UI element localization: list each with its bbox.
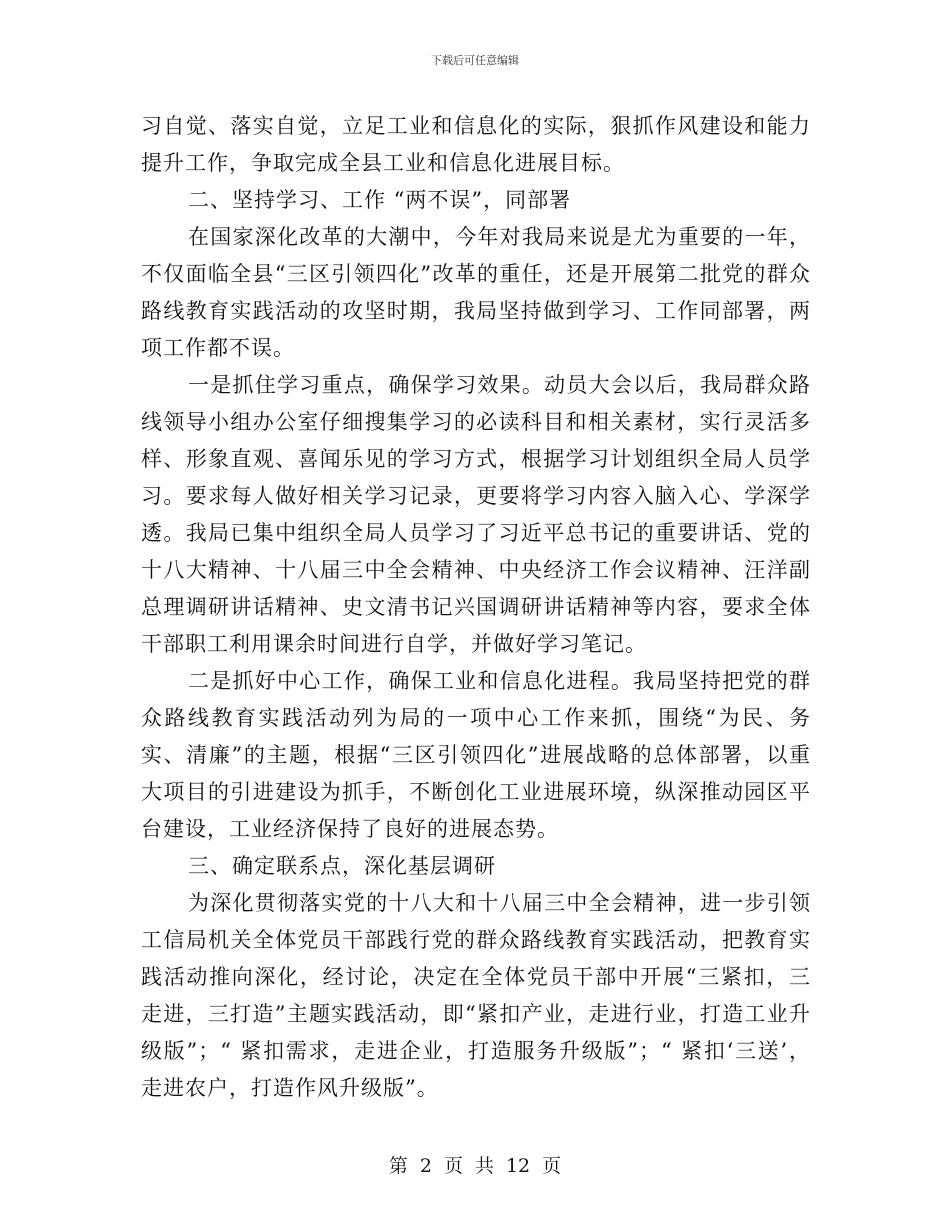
document-body — [141, 108, 811, 1107]
paragraph-study-focus: 一是抓住学习重点，确保学习效果。动员大会以后，我局群众路线领导小组办公室仔细搜集学习的必读科目和相关素材，实行灵活多样、形象直观、喜闻乐见的学习方式，根据学习计划组织全局人员学习。要求每人做好相关学习记录，更要将学习内容入脑入心、学深学透。我局已集中组织全局人员学习了习近平总书记的重要讲话、党的十八大精神、十八届三中全会精神、中央经济工作会议精神、汪洋副总理调研讲话精神、史文清书记兴国调研讲话精神等内容，要求全体干部职工利用课余时间进行自学，并做好学习笔记。 — [141, 373, 811, 656]
paragraph-continuation: 习自觉、落实自觉，立足工业和信息化的实际，狠抓作风建设和能力提升工作，争取完成全县工业和信息化进展目标。 — [141, 114, 811, 175]
paragraph-central-work: 二是抓好中心工作，确保工业和信息化进程。我局坚持把党的群众路线教育实践活动列为局的一项中心工作来抓，围绕“为民、务实、清廉”的主题，根据“三区引领四化”进展战略的总体部署，以重大项目的引进建设为抓手，不断创化工业进展环境，纵深推动园区平台建设，工业经济保持了良好的进展态势。 — [141, 669, 811, 841]
section-heading-2: 二、坚持学习、工作 “两不误”，同部署 — [188, 188, 572, 212]
footer-total-pages: 12 — [505, 1155, 531, 1177]
footer-label-di: 第 — [388, 1155, 408, 1177]
section-heading-3: 三、确定联系点，深化基层调研 — [188, 854, 496, 878]
footer-page-number: 2 — [419, 1155, 432, 1177]
page-footer — [0, 1154, 950, 1178]
paragraph-practice-activity: 为深化贯彻落实党的十八大和十八届三中全会精神，进一步引领工信局机关全体党员干部践行党的群众路线教育实践活动，把教育实践活动推向深化，经讨论，决定在全体党员干部中开展“三紧扣，三走进，三打造”主题实践活动，即“紧扣产业，走进行业，打造工业升级版”；“ 紧扣需求，走进企业，打造服务升级版”；“ 紧扣‘三送’，走进农户，打造作风升级版”。 — [141, 891, 811, 1100]
page-header: 下载后可任意编辑 — [431, 54, 519, 67]
footer-label-ye2: 页 — [542, 1155, 562, 1177]
footer-label-gong: 共 — [474, 1155, 494, 1177]
footer-label-ye: 页 — [443, 1155, 463, 1177]
paragraph-reform: 在国家深化改革的大潮中，今年对我局来说是尤为重要的一年，不仅面临全县“三区引领四化”改革的重任，还是开展第二批党的群众路线教育实践活动的攻坚时期，我局坚持做到学习、工作同部署，两项工作都不误。 — [141, 225, 811, 360]
